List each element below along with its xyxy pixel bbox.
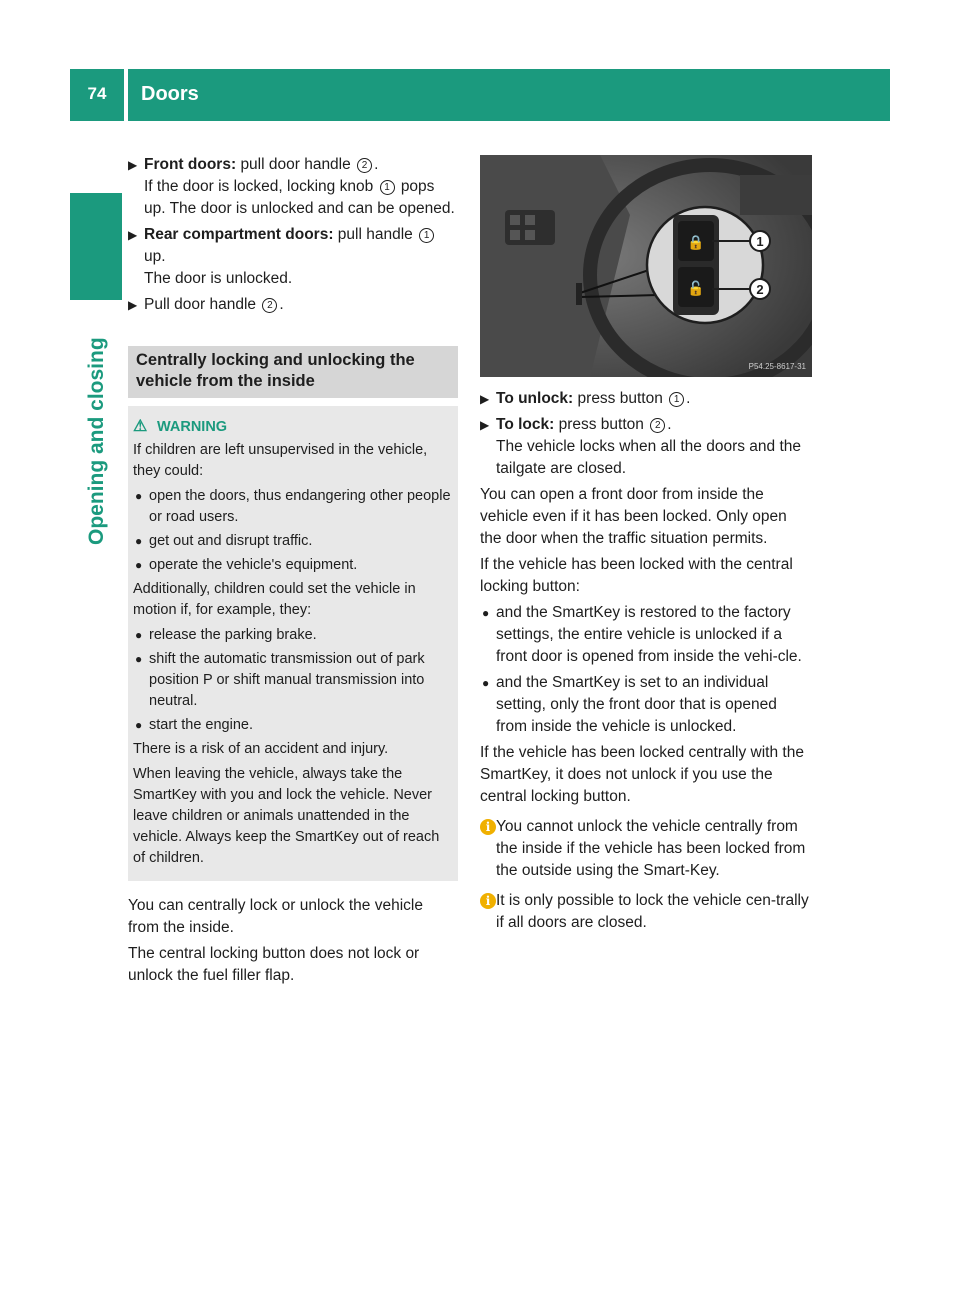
bullet-icon: ●: [135, 652, 143, 666]
section-heading: Centrally locking and unlocking the vehicle from the inside: [128, 346, 458, 398]
list-item: ● shift the automatic transmission out of park position P or shift manual transmission into neutral.: [135, 651, 425, 709]
callout-1-icon: 1: [669, 392, 684, 407]
figure-callout-2: 2: [756, 282, 764, 297]
svg-text:🔓: 🔓: [687, 281, 705, 297]
bullet-icon: ●: [135, 628, 143, 642]
figure-callout-1: 1: [756, 234, 764, 249]
step-arrow-icon: ▶: [128, 158, 138, 172]
warning-box: [128, 406, 458, 881]
step-lock: ▶ To lock: press button 2 . The vehicle locks when all the doors and the tailgate are closed.: [480, 416, 802, 477]
step-unlock: ▶ To unlock: press button 1 .: [480, 388, 812, 410]
bullet-icon: ●: [135, 718, 143, 732]
bullet-icon: ●: [135, 534, 143, 548]
warning-risk: There is a risk of an accident and injury.: [133, 741, 389, 757]
bullet-icon: ●: [482, 676, 490, 690]
svg-text:🔒: 🔒: [687, 235, 705, 251]
step-rear-doors: ▶ Rear compartment doors: pull handle 1 up. The door is unlocked.: [128, 224, 458, 290]
callout-1-icon: 1: [380, 180, 395, 195]
step-front-doors: ▶ Front doors: pull door handle 2 . If the door is locked, locking knob 1 pops up. The door is unlocked and can be opened.: [128, 156, 455, 217]
figure-code: P54.25-8617-31: [748, 362, 806, 371]
warning-advice: When leaving the vehicle, always take the SmartKey with you and lock the vehicle. Never leave children or animals unattended in the vehicle. Always keep the SmartKey out of reach of children.: [133, 766, 440, 866]
info-note: i You cannot unlock the vehicle centrally from the inside if the vehicle has been locked from the outside using the Smart-Key.: [480, 816, 812, 882]
info-note: i It is only possible to lock the vehicle cen-trally if all doors are closed.: [480, 890, 812, 934]
info-icon: i: [480, 893, 496, 909]
body-paragraph: You can open a front door from inside the vehicle even if it has been locked. Only open the door when the traffic situation permits.: [480, 486, 787, 547]
list-item: ● open the doors, thus endangering other people or road users.: [135, 488, 451, 525]
bullet-icon: ●: [482, 606, 490, 620]
warning-title: WARNING: [157, 419, 228, 435]
info-icon: i: [480, 819, 496, 835]
step-arrow-icon: ▶: [128, 228, 138, 242]
list-item: ● get out and disrupt traffic.: [133, 531, 452, 552]
bullet-icon: ●: [135, 489, 143, 503]
list-item: ● start the engine.: [133, 715, 452, 736]
callout-1-icon: 1: [419, 228, 434, 243]
list-item: ● operate the vehicle's equipment.: [133, 555, 452, 576]
callout-2-icon: 2: [650, 418, 665, 433]
page-title: Doors: [141, 83, 199, 105]
body-paragraph: If the vehicle has been locked centrally with the SmartKey, it does not unlock if you use the central locking button.: [480, 744, 804, 805]
body-paragraph: If the vehicle has been locked with the central locking button:: [480, 556, 793, 595]
step-arrow-icon: ▶: [480, 392, 490, 406]
page-number: 74: [87, 84, 107, 103]
warning-mid: Additionally, children could set the vehicle in motion if, for example, they:: [133, 581, 416, 618]
chapter-tab: [70, 193, 122, 300]
body-paragraph: You can centrally lock or unlock the vehicle from the inside.: [128, 897, 423, 936]
body-paragraph: The central locking button does not lock or unlock the fuel filler flap.: [128, 945, 420, 984]
header-divider: [124, 69, 128, 121]
list-item: ● and the SmartKey is set to an individual setting, only the front door that is opened from inside the vehicle is unlocked.: [482, 674, 777, 735]
callout-2-icon: 2: [357, 158, 372, 173]
warning-intro: If children are left unsupervised in the vehicle, they could:: [133, 442, 428, 479]
step-arrow-icon: ▶: [480, 418, 490, 432]
list-item: ● and the SmartKey is restored to the factory settings, the entire vehicle is unlocked if a front door is opened from inside the vehi-cle.: [482, 604, 802, 665]
callout-2-icon: 2: [262, 298, 277, 313]
step-arrow-icon: ▶: [128, 298, 138, 312]
locking-button-figure: [480, 155, 812, 377]
list-item: ● release the parking brake.: [133, 625, 452, 646]
right-column: [480, 388, 812, 938]
left-column: [128, 154, 458, 991]
warning-triangle-icon: ⚠: [133, 418, 148, 435]
bullet-icon: ●: [135, 558, 143, 572]
door-panel-illustration: [480, 155, 812, 377]
step-pull-handle: ▶ Pull door handle 2 .: [128, 294, 458, 316]
